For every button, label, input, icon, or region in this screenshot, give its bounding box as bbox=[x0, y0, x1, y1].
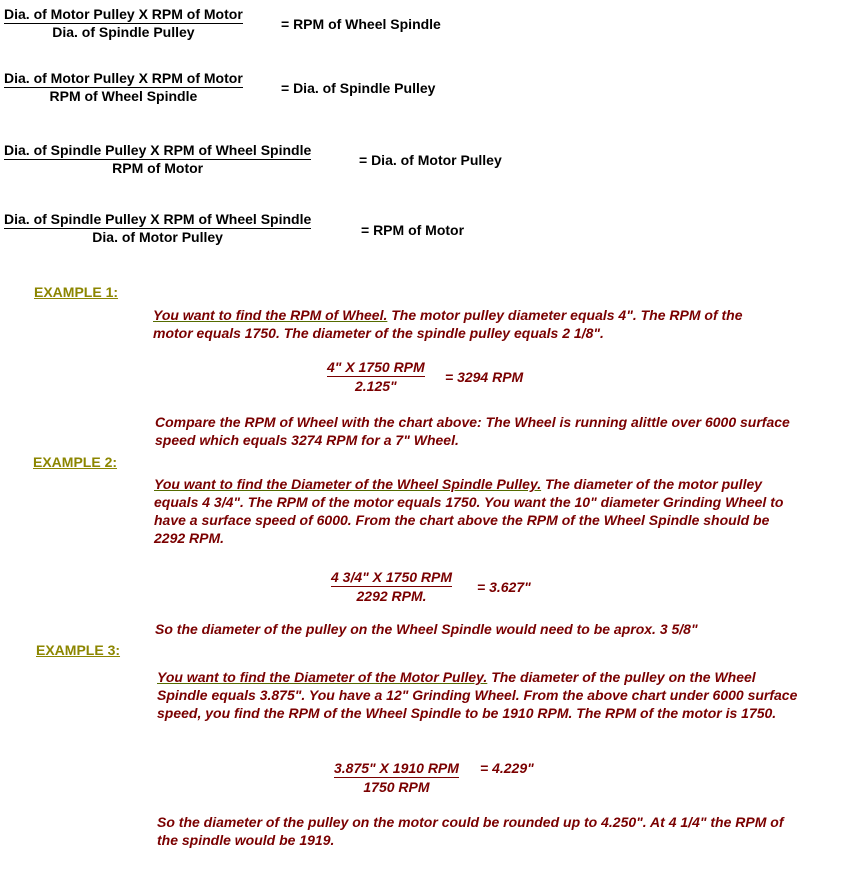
formula-3-denominator: RPM of Motor bbox=[112, 160, 204, 176]
example-1-heading: EXAMPLE 1: bbox=[34, 284, 119, 300]
formula-2-fraction bbox=[4, 70, 243, 105]
formula-4-result: = RPM of Motor bbox=[361, 222, 465, 238]
formula-3-numerator: Dia. of Spindle Pulley X RPM of Wheel Spindle bbox=[4, 142, 312, 158]
example-1-calc-denominator: 2.125" bbox=[355, 378, 397, 394]
example-3-conclusion: So the diameter of the pulley on the motor could be rounded up to 4.250". At 4 1/4" the RPM of the spindle would be 1919. bbox=[157, 814, 784, 848]
example-3-intro bbox=[157, 668, 807, 722]
example-1-calc bbox=[327, 358, 425, 395]
formula-1-fraction bbox=[4, 6, 243, 41]
formula-1-result: = RPM of Wheel Spindle bbox=[281, 16, 441, 32]
example-3-calc-result: = 4.229" bbox=[480, 760, 534, 776]
formula-4-numerator: Dia. of Spindle Pulley X RPM of Wheel Spindle bbox=[4, 211, 312, 227]
example-2-calc bbox=[331, 568, 452, 605]
formula-4-fraction bbox=[4, 211, 311, 246]
formula-4-denominator: Dia. of Motor Pulley bbox=[92, 229, 223, 245]
example-3-calc bbox=[334, 759, 459, 796]
example-2-conclusion: So the diameter of the pulley on the Wheel Spindle would need to be aprox. 3 5/8" bbox=[155, 621, 698, 637]
example-2-intro-underlined: You want to find the Diameter of the Wheel Spindle Pulley. bbox=[154, 476, 542, 492]
example-2-calc-denominator: 2292 RPM. bbox=[356, 588, 427, 604]
example-1-intro-rest: The motor pulley diameter equals 4". The RPM of the motor equals 1750. The diameter of the spindle pulley equals 2 1/8". bbox=[153, 307, 743, 341]
example-2-intro bbox=[154, 475, 804, 547]
example-3-heading: EXAMPLE 3: bbox=[36, 642, 121, 658]
example-2-calc-numerator: 4 3/4" X 1750 RPM bbox=[331, 569, 453, 585]
formula-2-numerator: Dia. of Motor Pulley X RPM of Motor bbox=[4, 70, 243, 86]
formula-1-numerator: Dia. of Motor Pulley X RPM of Motor bbox=[4, 6, 243, 22]
example-2-heading: EXAMPLE 2: bbox=[33, 454, 118, 470]
formula-3-fraction bbox=[4, 142, 311, 177]
example-3-calc-denominator: 1750 RPM bbox=[363, 779, 430, 795]
example-1-conclusion: Compare the RPM of Wheel with the chart above: The Wheel is running alittle over 6000 surface speed which equals 3274 RPM for a 7" Wheel. bbox=[155, 414, 790, 448]
example-2-calc-result: = 3.627" bbox=[477, 579, 531, 595]
example-1-calc-result: = 3294 RPM bbox=[445, 369, 524, 385]
formula-2-denominator: RPM of Wheel Spindle bbox=[49, 88, 198, 104]
example-3-intro-underlined: You want to find the Diameter of the Motor Pulley. bbox=[157, 669, 488, 685]
example-1-calc-numerator: 4" X 1750 RPM bbox=[327, 359, 425, 375]
example-2-intro-rest: The diameter of the motor pulley equals 4 3/4". The RPM of the motor equals 1750. You want the 10" diameter Grinding Wheel to have a surface speed of 6000. From the chart above the RPM of the Wheel Spindle should be 2292 RPM. bbox=[154, 476, 784, 546]
formula-2-result: = Dia. of Spindle Pulley bbox=[281, 80, 436, 96]
example-1-intro-underlined: You want to find the RPM of Wheel. bbox=[153, 307, 388, 323]
formula-1-denominator: Dia. of Spindle Pulley bbox=[52, 24, 195, 40]
example-3-calc-numerator: 3.875" X 1910 RPM bbox=[334, 760, 459, 776]
example-1-intro bbox=[153, 306, 763, 342]
formula-3-result: = Dia. of Motor Pulley bbox=[359, 152, 502, 168]
example-3-intro-rest: The diameter of the pulley on the Wheel Spindle equals 3.875". You have a 12" Grinding Wheel. From the above chart under 6000 surface speed, you find the RPM of the Wheel Spindle to be 1910 RPM. The RPM of the motor is 1750. bbox=[157, 669, 798, 721]
